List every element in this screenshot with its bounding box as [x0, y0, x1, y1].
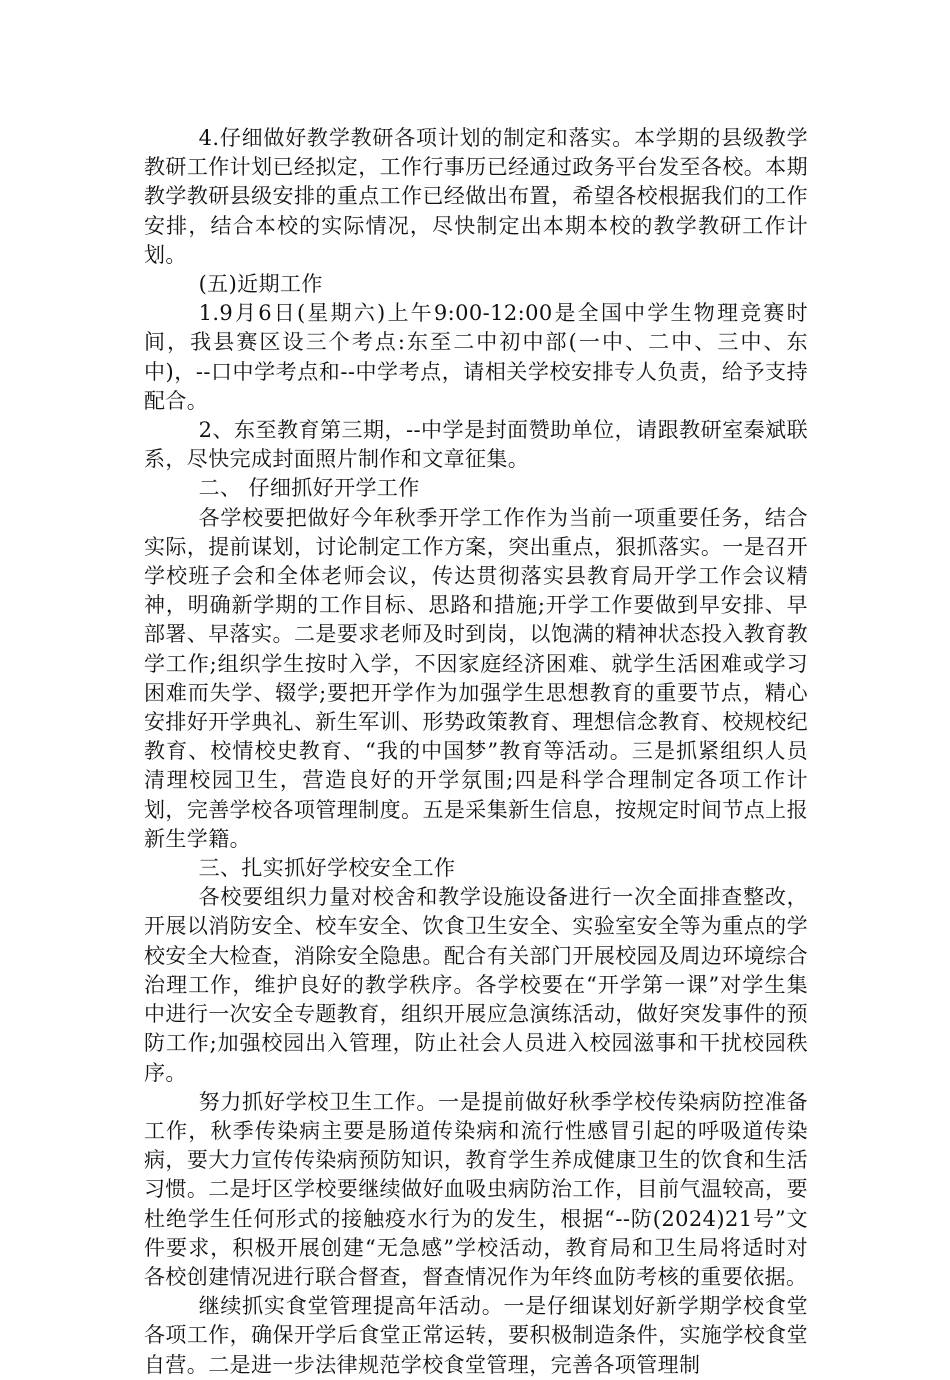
document-body — [144, 124, 808, 1380]
heading-school-safety: 三、扎实抓好学校安全工作 — [198, 856, 456, 881]
paragraph-plan-making: 4.仔细做好教学教研各项计划的制定和落实。本学期的县级教学教研工作计划已经拟定，工作行事历已经通过政务平台发至各校。本期教学教研县级安排的重点工作已经做出布置，希望各校根据我们的工作安排，结合本校的实际情况，尽快制定出本期本校的教学教研工作计划。 — [144, 126, 808, 267]
paragraph-school-health: 努力抓好学校卫生工作。一是提前做好秋季学校传染病防控准备工作，秋季传染病主要是肠道传染病和流行性感冒引起的呼吸道传染病，要大力宣传传染病预防知识，教育学生养成健康卫生的饮食和生活习惯。二是圩区学校要继续做好血吸虫病防治工作，目前气温较高，要杜绝学生任何形式的接触疫水行为的发生，根据“--防(2024)21号”文件要求，积极开展创建“无急感”学校活动，教育局和卫生局将适时对各校创建情况进行联合督查，督查情况作为年终血防考核的重要依据。 — [144, 1089, 808, 1289]
paragraph-dongzhi-education: 2、东至教育第三期，--中学是封面赞助单位，请跟教研室秦斌联系，尽快完成封面照片制作和文章征集。 — [144, 418, 808, 472]
paragraph-physics-competition: 1.9月6日(星期六)上午9:00-12:00是全国中学生物理竞赛时间，我县赛区设三个考点:东至二中初中部(一中、二中、三中、东中)，--口中学考点和--中学考点，请相关学校安排专人负责，给予支持配合。 — [144, 301, 808, 413]
paragraph-school-safety: 各校要组织力量对校舍和教学设施设备进行一次全面排查整改，开展以消防安全、校车安全、饮食卫生安全、实验室安全等为重点的学校安全大检查，消除安全隐患。配合有关部门开展校园及周边环境综合治理工作，维护良好的教学秩序。各学校要在“开学第一课”对学生集中进行一次安全专题教育，组织开展应急演练活动，做好突发事件的预防工作;加强校园出入管理，防止社会人员进入校园滋事和干扰校园秩序。 — [144, 885, 808, 1085]
heading-school-opening: 二、 仔细抓好开学工作 — [198, 476, 420, 501]
paragraph-canteen-management: 继续抓实食堂管理提高年活动。一是仔细谋划好新学期学校食堂各项工作，确保开学后食堂正常运转，要积极制造条件，实施学校食堂自营。二是进一步法律规范学校食堂管理，完善各项管理制 — [144, 1294, 808, 1377]
paragraph-school-opening: 各学校要把做好今年秋季开学工作作为当前一项重要任务，结合实际，提前谋划，讨论制定工作方案，突出重点，狠抓落实。一是召开学校班子会和全体老师会议，传达贯彻落实县教育局开学工作会议精神，明确新学期的工作目标、思路和措施;开学工作要做到早安排、早部署、早落实。二是要求老师及时到岗，以饱满的精神状态投入教育教学工作;组织学生按时入学，不因家庭经济困难、就学生活困难或学习困难而失学、辍学;要把开学作为加强学生思想教育的重要节点，精心安排好开学典礼、新生军训、形势政策教育、理想信念教育、校规校纪教育、校情校史教育、“我的中国梦”教育等活动。三是抓紧组织人员清理校园卫生，营造良好的开学氛围;四是科学合理制定各项工作计划，完善学校各项管理制度。五是采集新生信息，按规定时间节点上报新生学籍。 — [144, 505, 808, 851]
heading-recent-work: (五)近期工作 — [198, 272, 323, 297]
